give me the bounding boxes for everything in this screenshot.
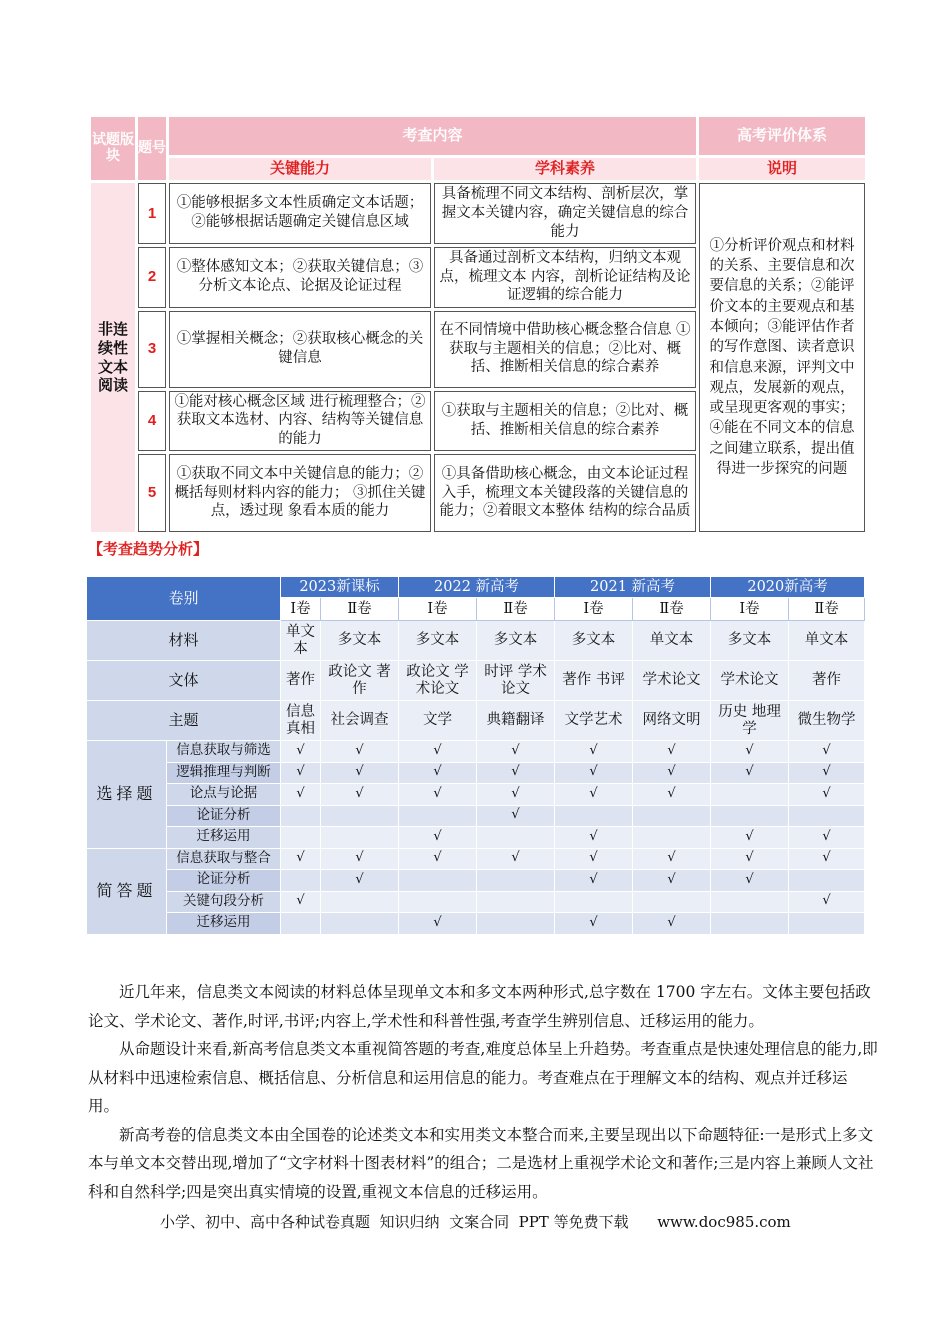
genre-label: 文体 xyxy=(87,661,281,701)
header-block: 试题版块 xyxy=(91,117,135,180)
check-mark: √ xyxy=(281,741,321,763)
ability-cell: ①能对核心概念区域 进行梳理整合；②获取文本选材、内容、结构等关键信息的能力 xyxy=(169,391,431,452)
skill-label: 信息获取与整合 xyxy=(167,848,281,870)
check-mark: √ xyxy=(281,848,321,870)
check-row xyxy=(87,741,865,763)
analysis-text xyxy=(88,978,878,1206)
check-mark: √ xyxy=(633,848,711,870)
year-header: 2020新高考 xyxy=(711,577,865,598)
check-mark: √ xyxy=(399,913,477,935)
juan-label: 卷别 xyxy=(87,577,281,621)
check-row xyxy=(87,891,865,913)
check-mark xyxy=(711,784,789,806)
paragraph: 近几年来，信息类文本阅读的材料总体呈现单文本和多文本两种形式,总字数在 1700 字左右。文体主要包括政论文、学术论文、著作,时评,书评;内容上,学术性和科普性强,考查学生辨别信息、迁移运用的能力。 xyxy=(88,983,871,1030)
check-mark xyxy=(399,805,477,827)
theme-cell: 网络文明 xyxy=(633,701,711,741)
check-mark xyxy=(711,805,789,827)
check-mark: √ xyxy=(321,848,399,870)
check-mark: √ xyxy=(789,891,865,913)
check-mark xyxy=(477,870,555,892)
genre-cell: 学术论文 xyxy=(711,661,789,701)
theme-cell: 微生物学 xyxy=(789,701,865,741)
ability-cell: ①获取不同文本中关键信息的能力；②概括每则材料内容的能力； ③抓住关键点，透过现 象看本质的能力 xyxy=(169,454,431,532)
check-mark: √ xyxy=(399,784,477,806)
volume-header: Ⅰ卷 xyxy=(555,598,633,621)
skill-label: 论证分析 xyxy=(167,805,281,827)
header-content: 考查内容 xyxy=(169,117,696,155)
check-mark xyxy=(789,870,865,892)
header-num: 题号 xyxy=(138,117,166,180)
check-mark: √ xyxy=(321,762,399,784)
check-mark: √ xyxy=(633,762,711,784)
check-mark: √ xyxy=(789,784,865,806)
check-mark xyxy=(281,913,321,935)
check-mark: √ xyxy=(633,741,711,763)
check-mark: √ xyxy=(477,848,555,870)
eval-note: ①分析评价观点和材料的关系、主要信息和次要信息的关系；②能评价文本的主要观点和基本倾向；③能评估作者的写作意图、读者意识和信息来源，评判文中观点，发展新的观点，或呈现更客观的事实；④能在不同文本的信息之间建立联系，提出值得进一步探究的问题 xyxy=(699,183,865,532)
check-row xyxy=(87,762,865,784)
skill-label: 逻辑推理与判断 xyxy=(167,762,281,784)
check-row xyxy=(87,784,865,806)
check-mark: √ xyxy=(555,762,633,784)
theme-cell: 信息真相 xyxy=(281,701,321,741)
check-mark: √ xyxy=(633,870,711,892)
check-mark: √ xyxy=(321,784,399,806)
genre-cell: 时评 学术论文 xyxy=(477,661,555,701)
theme-cell: 社会调查 xyxy=(321,701,399,741)
check-mark: √ xyxy=(281,891,321,913)
year-header: 2021 新高考 xyxy=(555,577,711,598)
group-label: 简答题 xyxy=(87,848,167,934)
check-mark xyxy=(321,891,399,913)
row-num: 3 xyxy=(138,311,166,388)
literacy-cell: ①具备借助核心概念，由文本论证过程入手，梳理文本关键段落的关键信息的能力；②着眼文本整体 结构的综合品质 xyxy=(434,454,696,532)
footer-url[interactable]: www.doc985.com xyxy=(657,1213,791,1231)
check-mark: √ xyxy=(711,848,789,870)
check-mark: √ xyxy=(633,913,711,935)
sub-literacy: 学科素养 xyxy=(434,158,696,180)
ability-cell: ①掌握相关概念；②获取核心概念的关键信息 xyxy=(169,311,431,388)
literacy-cell: 具备梳理不同文本结构、剖析层次，掌握文本关键内容，确定关键信息的综合能力 xyxy=(434,183,696,244)
genre-cell: 著作 书评 xyxy=(555,661,633,701)
footer xyxy=(160,1211,791,1232)
ability-cell: ①整体感知文本；②获取关键信息；③分析文本论点、论据及论证过程 xyxy=(169,247,431,308)
check-mark: √ xyxy=(321,870,399,892)
check-mark xyxy=(633,805,711,827)
check-mark: √ xyxy=(399,848,477,870)
check-mark xyxy=(789,805,865,827)
row-num: 5 xyxy=(138,454,166,532)
check-row xyxy=(87,870,865,892)
check-mark: √ xyxy=(555,870,633,892)
check-mark xyxy=(633,891,711,913)
paragraph: 从命题设计来看,新高考信息类文本重视简答题的考查,难度总体呈上升趋势。考查重点是快速处理信息的能力,即从材料中迅速检索信息、概括信息、分析信息和运用信息的能力。考查难点在于理解文本的结构、观点并迁移运用。 xyxy=(88,1040,878,1115)
trend-table xyxy=(86,576,865,935)
check-mark: √ xyxy=(555,741,633,763)
check-mark: √ xyxy=(711,762,789,784)
check-mark: √ xyxy=(477,784,555,806)
theme-cell: 文学 xyxy=(399,701,477,741)
row-num: 1 xyxy=(138,183,166,244)
check-mark: √ xyxy=(633,784,711,806)
skill-label: 信息获取与筛选 xyxy=(167,741,281,763)
footer-text: 小学、初中、高中各种试卷真题 知识归纳 文案合同 PPT 等免费下载 xyxy=(160,1213,629,1231)
material-cell: 单文本 xyxy=(281,621,321,661)
material-cell: 多文本 xyxy=(477,621,555,661)
volume-header: Ⅰ卷 xyxy=(711,598,789,621)
check-mark xyxy=(555,805,633,827)
skill-label: 关键句段分析 xyxy=(167,891,281,913)
check-mark xyxy=(633,827,711,849)
volume-header: Ⅱ卷 xyxy=(321,598,399,621)
check-mark xyxy=(399,891,477,913)
check-mark xyxy=(399,870,477,892)
check-mark: √ xyxy=(789,827,865,849)
check-row xyxy=(87,827,865,849)
check-mark: √ xyxy=(789,762,865,784)
check-mark xyxy=(477,913,555,935)
check-mark xyxy=(281,870,321,892)
check-mark xyxy=(477,827,555,849)
genre-cell: 政论文 著作 xyxy=(321,661,399,701)
check-mark: √ xyxy=(789,848,865,870)
material-cell: 单文本 xyxy=(789,621,865,661)
theme-cell: 文学艺术 xyxy=(555,701,633,741)
genre-cell: 著作 xyxy=(281,661,321,701)
check-mark xyxy=(711,891,789,913)
skill-label: 迁移运用 xyxy=(167,913,281,935)
literacy-cell: 在不同情境中借助核心概念整合信息 ①获取与主题相关的信息；②比对、概括、推断相关信息的综合素养 xyxy=(434,311,696,388)
material-cell: 多文本 xyxy=(555,621,633,661)
group-label: 选择题 xyxy=(87,741,167,849)
check-row xyxy=(87,805,865,827)
genre-cell: 学术论文 xyxy=(633,661,711,701)
year-header: 2023新课标 xyxy=(281,577,399,598)
check-mark xyxy=(555,891,633,913)
check-mark xyxy=(477,891,555,913)
check-mark xyxy=(321,805,399,827)
check-mark: √ xyxy=(281,762,321,784)
check-mark: √ xyxy=(789,741,865,763)
check-mark: √ xyxy=(477,805,555,827)
volume-header: Ⅱ卷 xyxy=(789,598,865,621)
genre-cell: 政论文 学术论文 xyxy=(399,661,477,701)
check-mark: √ xyxy=(281,784,321,806)
check-mark xyxy=(321,827,399,849)
check-mark xyxy=(281,805,321,827)
check-row xyxy=(87,913,865,935)
check-mark: √ xyxy=(399,762,477,784)
volume-header: Ⅰ卷 xyxy=(281,598,321,621)
sub-note: 说明 xyxy=(699,158,865,180)
volume-header: Ⅱ卷 xyxy=(477,598,555,621)
check-mark: √ xyxy=(477,741,555,763)
check-mark: √ xyxy=(555,848,633,870)
check-mark: √ xyxy=(711,870,789,892)
theme-cell: 典籍翻译 xyxy=(477,701,555,741)
check-mark: √ xyxy=(711,827,789,849)
check-mark: √ xyxy=(321,741,399,763)
paragraph: 新高考卷的信息类文本由全国卷的论述类文本和实用类文本整合而来,主要呈现出以下命题特征:一是形式上多文本与单文本交替出现,增加了“文字材料十图表材料”的组合；二是选材上重视学术论文和著作;三是内容上兼顾人文社科和自然科学;四是突出真实情境的设置,重视文本信息的迁移运用。 xyxy=(88,1125,874,1201)
row-num: 2 xyxy=(138,247,166,308)
material-cell: 多文本 xyxy=(399,621,477,661)
row-num: 4 xyxy=(138,391,166,452)
check-mark: √ xyxy=(477,762,555,784)
check-row xyxy=(87,848,865,870)
check-mark xyxy=(789,913,865,935)
theme-label: 主题 xyxy=(87,701,281,741)
literacy-cell: 具备通过剖析文本结构，归纳文本观点，梳理文本 内容，剖析论证结构及论证逻辑的综合能力 xyxy=(434,247,696,308)
material-cell: 多文本 xyxy=(711,621,789,661)
literacy-cell: ①获取与主题相关的信息；②比对、概括、推断相关信息的综合素养 xyxy=(434,391,696,452)
genre-cell: 著作 xyxy=(789,661,865,701)
check-mark: √ xyxy=(399,741,477,763)
exam-content-table xyxy=(88,114,868,535)
ability-cell: ①能够根据多文本性质确定文本话题；②能够根据话题确定关键信息区域 xyxy=(169,183,431,244)
check-mark: √ xyxy=(555,827,633,849)
year-header: 2022 新高考 xyxy=(399,577,555,598)
material-label: 材料 xyxy=(87,621,281,661)
theme-cell: 历史 地理学 xyxy=(711,701,789,741)
skill-label: 论点与论据 xyxy=(167,784,281,806)
volume-header: Ⅰ卷 xyxy=(399,598,477,621)
check-mark: √ xyxy=(399,827,477,849)
material-cell: 单文本 xyxy=(633,621,711,661)
check-mark xyxy=(711,913,789,935)
skill-label: 论证分析 xyxy=(167,870,281,892)
skill-label: 迁移运用 xyxy=(167,827,281,849)
volume-header: Ⅱ卷 xyxy=(633,598,711,621)
check-mark xyxy=(321,913,399,935)
material-cell: 多文本 xyxy=(321,621,399,661)
trend-heading: 【考查趋势分析】 xyxy=(88,540,209,558)
check-mark: √ xyxy=(711,741,789,763)
check-mark: √ xyxy=(555,784,633,806)
header-eval: 高考评价体系 xyxy=(699,117,865,155)
sub-ability: 关键能力 xyxy=(169,158,431,180)
block-name xyxy=(91,183,135,532)
block-name-text: 非连续性文本阅读 xyxy=(97,320,128,395)
check-mark xyxy=(281,827,321,849)
check-mark: √ xyxy=(555,913,633,935)
